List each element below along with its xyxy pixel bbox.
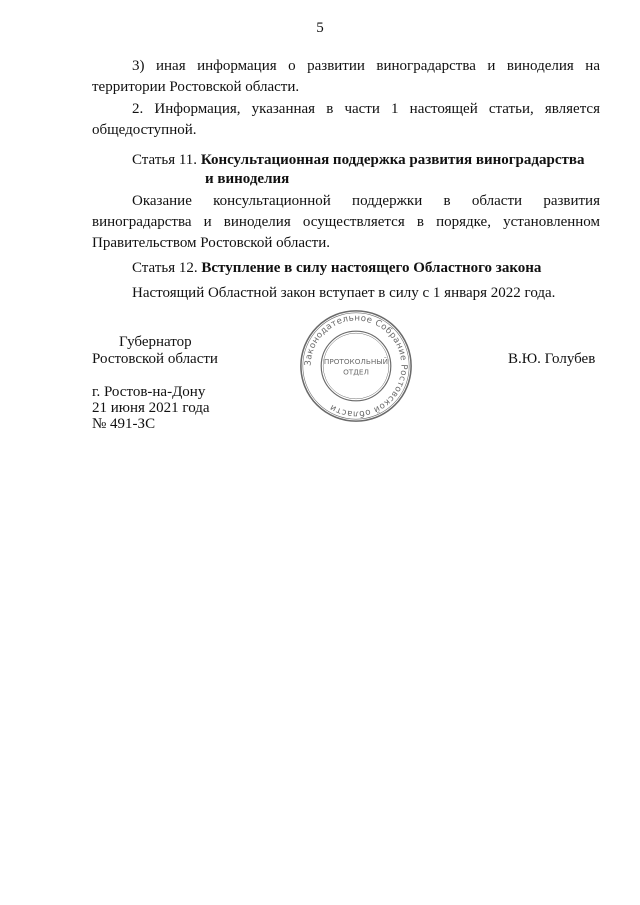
article-12-title: Вступление в силу настоящего Областного закона: [201, 260, 542, 276]
signer-position-line1: Губернатор: [119, 334, 192, 350]
page-number: 5: [316, 20, 324, 36]
footer-date: 21 июня 2021 года: [92, 400, 210, 416]
article-12-heading: [132, 259, 602, 278]
stamp-inner-line1: ПРОТОКОЛЬНЫЙ: [323, 357, 389, 367]
paragraph-item-3: 3) иная информация о развитии виноградарства и виноделия на территории Ростовской области.: [92, 58, 600, 95]
article-12-number: Статья 12.: [132, 260, 198, 276]
article-11-title-line1: Консультационная поддержка развития виноградарства: [200, 152, 585, 168]
footer-city: г. Ростов-на-Дону: [92, 384, 206, 400]
signer-position-line2: Ростовской области: [92, 351, 218, 367]
article-11-body: Оказание консультационной поддержки в области развития виноградарства и виноделия осуществляется в порядке, установленном Правительством Ростовской области.: [92, 193, 600, 251]
article-11-title-line2: и виноделия: [205, 171, 290, 187]
article-11-heading: [132, 151, 602, 189]
stamp-outer-text: Законодательное Собрание Ростовской области: [303, 313, 409, 419]
signer-name: В.Ю. Голубев: [508, 351, 596, 367]
paragraph-part-2: 2. Информация, указанная в части 1 настоящей статьи, является общедоступной.: [92, 101, 600, 138]
article-12-body: Настоящий Областной закон вступает в силу с 1 января 2022 года.: [132, 285, 556, 301]
official-stamp-seal: [298, 308, 414, 424]
article-11-number: Статья 11.: [132, 152, 198, 168]
footer-law-number: № 491-ЗС: [92, 416, 156, 432]
stamp-inner-line2: ОТДЕЛ: [343, 367, 369, 377]
